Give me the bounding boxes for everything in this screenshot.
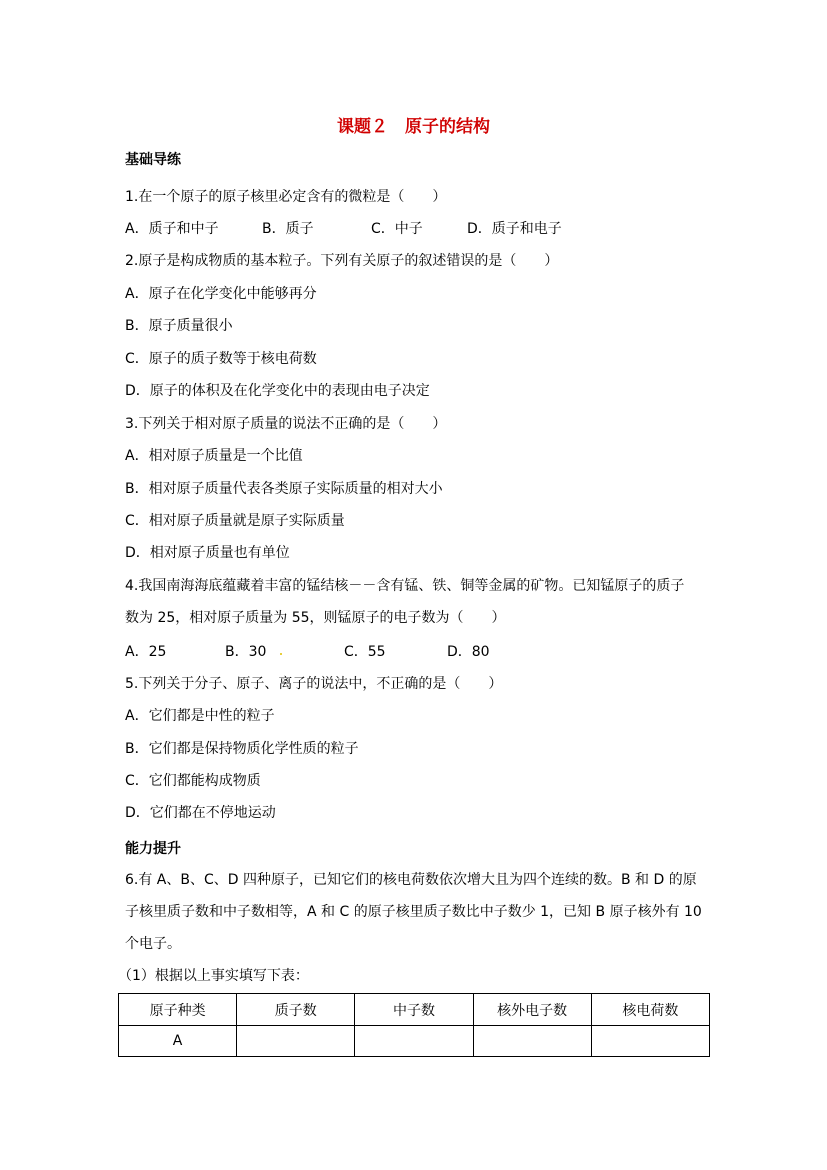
answer-table: [118, 993, 710, 1057]
option-c: C．中子: [371, 221, 423, 237]
question-2-option-b: B．原子质量很小: [125, 318, 233, 334]
question-2-option-d: D．原子的体积及在化学变化中的表现由电子决定: [125, 383, 430, 399]
question-3-stem: 3.下列关于相对原子质量的说法不正确的是（ ）: [125, 416, 447, 432]
table-cell: A: [119, 1026, 237, 1057]
question-2-stem: 2.原子是构成物质的基本粒子。下列有关原子的叙述错误的是（ ）: [125, 253, 559, 269]
table-cell[interactable]: [591, 1026, 709, 1057]
table-cell[interactable]: [237, 1026, 355, 1057]
option-b: B．30: [225, 644, 267, 660]
table-cell[interactable]: [355, 1026, 473, 1057]
question-2-option-a: A．原子在化学变化中能够再分: [125, 286, 317, 302]
option-a: A．25: [125, 644, 167, 660]
question-6-line-2: 子核里质子数和中子数相等，A 和 C 的原子核里质子数比中子数少 1，已知 B 原子核外有 10: [125, 904, 702, 920]
question-6-subquestion-1: （1）根据以上事实填写下表：: [118, 968, 309, 984]
option-a: A．质子和中子: [125, 221, 219, 237]
stray-mark: [280, 653, 282, 655]
table-header-row: [119, 994, 710, 1026]
section-heading-basic: 基础导练: [125, 152, 181, 168]
column-header: 核电荷数: [591, 994, 709, 1026]
column-header: 中子数: [355, 994, 473, 1026]
question-3-option-a: A．相对原子质量是一个比值: [125, 448, 303, 464]
question-5-option-c: C．它们都能构成物质: [125, 773, 261, 789]
option-d: D．80: [447, 644, 490, 660]
option-c: C．55: [344, 644, 386, 660]
question-5-option-d: D．它们都在不停地运动: [125, 805, 276, 821]
question-4-stem-line-2: 数为 25，相对原子质量为 55，则锰原子的电子数为（ ）: [125, 610, 506, 626]
question-3-option-d: D．相对原子质量也有单位: [125, 545, 290, 561]
table-cell[interactable]: [473, 1026, 591, 1057]
question-6-line-1: 6.有 A、B、C、D 四种原子，已知它们的核电荷数依次增大且为四个连续的数。B 和 D 的原: [125, 872, 697, 888]
column-header: 质子数: [237, 994, 355, 1026]
column-header: 核外电子数: [473, 994, 591, 1026]
question-3-option-b: B．相对原子质量代表各类原子实际质量的相对大小: [125, 481, 443, 497]
question-4-stem-line-1: 4.我国南海海底蕴藏着丰富的锰结核－－含有锰、铁、铜等金属的矿物。已知锰原子的质子: [125, 578, 685, 594]
question-3-option-c: C．相对原子质量就是原子实际质量: [125, 513, 345, 529]
page-title: 课题２ 原子的结构: [337, 117, 490, 137]
option-d: D．质子和电子: [467, 221, 562, 237]
question-2-option-c: C．原子的质子数等于核电荷数: [125, 351, 317, 367]
column-header: 原子种类: [119, 994, 237, 1026]
question-5-stem: 5.下列关于分子、原子、离子的说法中，不正确的是（ ）: [125, 676, 503, 692]
question-5-option-a: A．它们都是中性的粒子: [125, 708, 275, 724]
section-heading-advanced: 能力提升: [125, 841, 181, 857]
question-1-stem: 1.在一个原子的原子核里必定含有的微粒是（ ）: [125, 189, 447, 205]
question-5-option-b: B．它们都是保持物质化学性质的粒子: [125, 741, 359, 757]
table-row: [119, 1026, 710, 1057]
option-b: B．质子: [262, 221, 314, 237]
question-6-line-3: 个电子。: [125, 936, 181, 952]
